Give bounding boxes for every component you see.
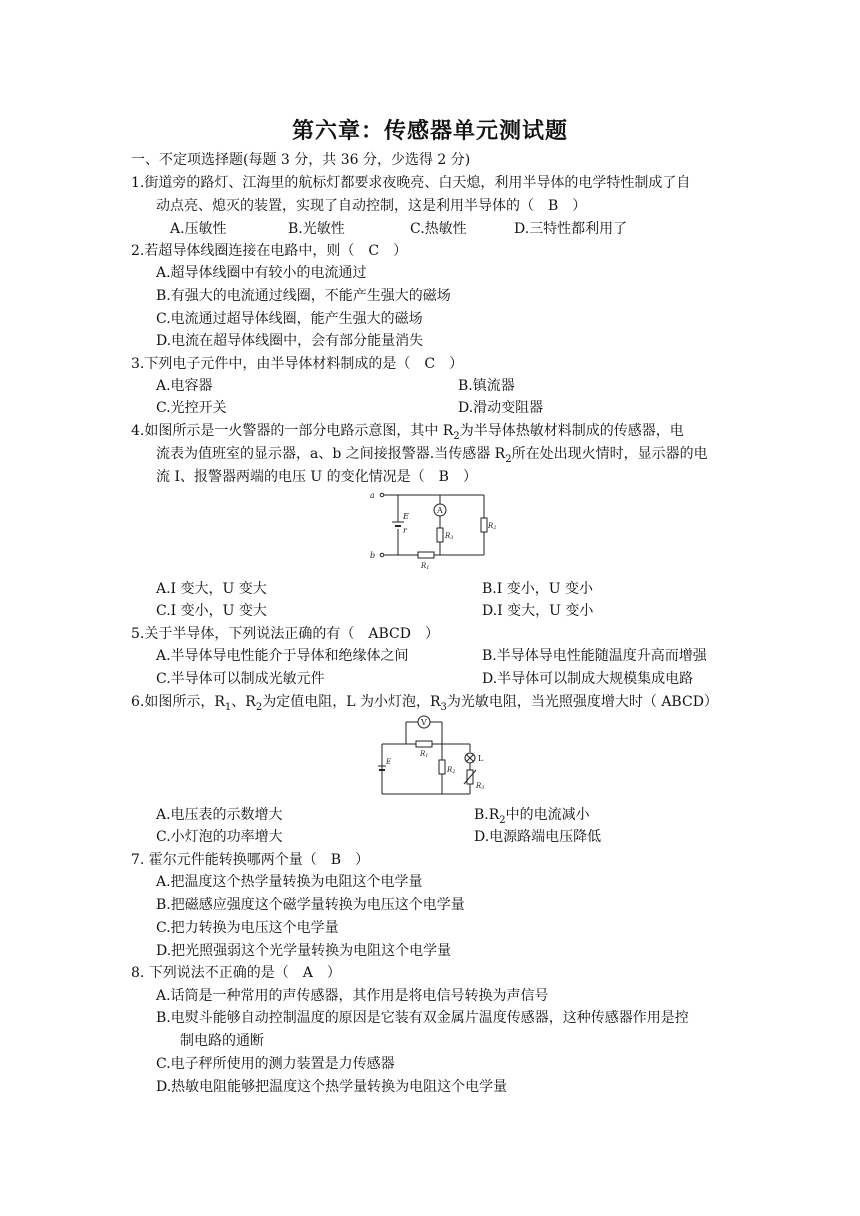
question-5-stem: 5.关于半导体，下列说法正确的有（ ABCD ） bbox=[131, 626, 439, 642]
light-sensor-circuit-diagram bbox=[376, 714, 496, 800]
question-8-stem: 8. 下列说法不正确的是（ A ） bbox=[131, 965, 341, 981]
internal-resistance-label: r bbox=[403, 526, 407, 535]
question-8-option-d: D.热敏电阻能够把温度这个热学量转换为电阻这个电学量 bbox=[156, 1079, 508, 1095]
voltmeter-label: V bbox=[421, 718, 427, 727]
question-3-option-a: A.电容器 bbox=[156, 378, 213, 394]
question-8-option-a: A.话筒是一种常用的声传感器，其作用是将电信号转换为声信号 bbox=[156, 988, 549, 1004]
question-4-line-1: 4.如图所示是一火警器的一部分电路示意图，其中 $R_2$为半导体热敏材料制成的传感器，电 bbox=[131, 423, 684, 442]
question-7-option-c: C.把力转换为电压这个电学量 bbox=[156, 920, 339, 936]
terminal-a-label: a bbox=[370, 491, 375, 500]
question-6-option-a: A.电压表的示数增大 bbox=[156, 807, 283, 823]
question-2-option-b: B.有强大的电流通过线圈，不能产生强大的磁场 bbox=[156, 288, 451, 304]
question-1-option-a: A.压敏性 bbox=[170, 221, 227, 237]
page-title: 第六章：传感器单元测试题 bbox=[291, 118, 568, 144]
question-7-stem: 7. 霍尔元件能转换哪两个量（ B ） bbox=[131, 852, 370, 868]
question-5-option-b: B.半导体导电性能随温度升高而增强 bbox=[482, 648, 707, 664]
question-3-option-b: B.镇流器 bbox=[458, 378, 515, 394]
question-7-option-d: D.把光照强弱这个光学量转换为电阻这个电学量 bbox=[156, 943, 452, 959]
r3-label-q6: R3 bbox=[476, 782, 485, 791]
question-5-option-d: D.半导体可以制成大规模集成电路 bbox=[482, 671, 694, 687]
question-1-line-2: 动点亮、熄灭的装置，实现了自动控制，这是利用半导体的（ B ） bbox=[156, 198, 587, 214]
question-8-option-b-line-2: 制电路的通断 bbox=[180, 1033, 264, 1049]
question-2-option-d: D.电流在超导体线圈中，会有部分能量消失 bbox=[156, 333, 424, 349]
ammeter-label: A bbox=[437, 506, 443, 515]
lamp-label: L bbox=[478, 754, 484, 763]
question-7-option-a: A.把温度这个热学量转换为电阻这个电学量 bbox=[156, 874, 423, 890]
question-2-stem: 2.若超导体线圈连接在电路中，则（ C ） bbox=[131, 243, 408, 259]
question-6-option-d: D.电源路端电压降低 bbox=[474, 829, 602, 845]
question-6-option-b: $B.R_2$中的电流减小 bbox=[474, 807, 590, 826]
question-1-option-d: D.三特性都利用了 bbox=[514, 221, 628, 237]
question-4-option-a: A.I 变大，U 变大 bbox=[156, 581, 267, 597]
question-4-option-c: C.I 变小，U 变大 bbox=[156, 603, 267, 619]
question-4-line-3: 流 I、报警器两端的电压 U 的变化情况是（ B ） bbox=[156, 469, 477, 485]
r2-label-q6: R2 bbox=[447, 766, 456, 775]
question-7-option-b: B.把磁感应强度这个磁学量转换为电压这个电学量 bbox=[156, 897, 465, 913]
question-3-option-d: D.滑动变阻器 bbox=[458, 400, 544, 416]
question-8-option-b-line-1: B.电熨斗能够自动控制温度的原因是它装有双金属片温度传感器，这种传感器作用是控 bbox=[156, 1010, 689, 1026]
question-4-option-d: D.I 变大，U 变小 bbox=[482, 603, 594, 619]
emf-label-q6: E bbox=[386, 758, 392, 766]
question-1-line-1: 1.街道旁的路灯、江海里的航标灯都要求夜晚亮、白天熄，利用半导体的电学特性制成了自 bbox=[131, 175, 691, 191]
question-1-option-b: B.光敏性 bbox=[288, 221, 345, 237]
question-5-option-c: C.半导体可以制成光敏元件 bbox=[156, 671, 325, 687]
question-8-option-c: C.电子秤所使用的测力装置是力传感器 bbox=[156, 1056, 395, 1072]
fire-alarm-circuit-diagram bbox=[368, 488, 498, 574]
question-3-stem: 3.下列电子元件中，由半导体材料制成的是（ C ） bbox=[131, 356, 464, 372]
question-3-option-c: C.光控开关 bbox=[156, 400, 227, 416]
section-heading: 一、不定项选择题(每题 3 分，共 36 分，少选得 2 分) bbox=[131, 152, 471, 168]
question-1-option-c: C.热敏性 bbox=[410, 221, 467, 237]
question-5-option-a: A.半导体导电性能介于导体和绝缘体之间 bbox=[156, 648, 409, 664]
question-4-option-b: B.I 变小，U 变小 bbox=[482, 581, 593, 597]
question-6-stem: 6.如图所示，$R_1$、$R_2$为定值电阻，L 为小灯泡，$R_3$为光敏电阻，当光照强度增大时（ ABCD） bbox=[131, 694, 718, 713]
r1-label-q6: R1 bbox=[420, 750, 429, 759]
emf-label: E bbox=[403, 512, 409, 521]
r2-label: R2 bbox=[488, 522, 497, 531]
question-2-option-c: C.电流通过超导体线圈，能产生强大的磁场 bbox=[156, 311, 423, 327]
question-2-option-a: A.超导体线圈中有较小的电流通过 bbox=[156, 265, 367, 281]
terminal-b-label: b bbox=[370, 551, 376, 560]
r1-label: R1 bbox=[421, 562, 430, 571]
question-4-line-2: 流表为值班室的显示器，a、b 之间接报警器.当传感器 $R_2$所在处出现火情时，显示器的电 bbox=[156, 446, 708, 465]
r3-label: R3 bbox=[445, 532, 454, 541]
question-6-option-c: C.小灯泡的功率增大 bbox=[156, 829, 283, 845]
